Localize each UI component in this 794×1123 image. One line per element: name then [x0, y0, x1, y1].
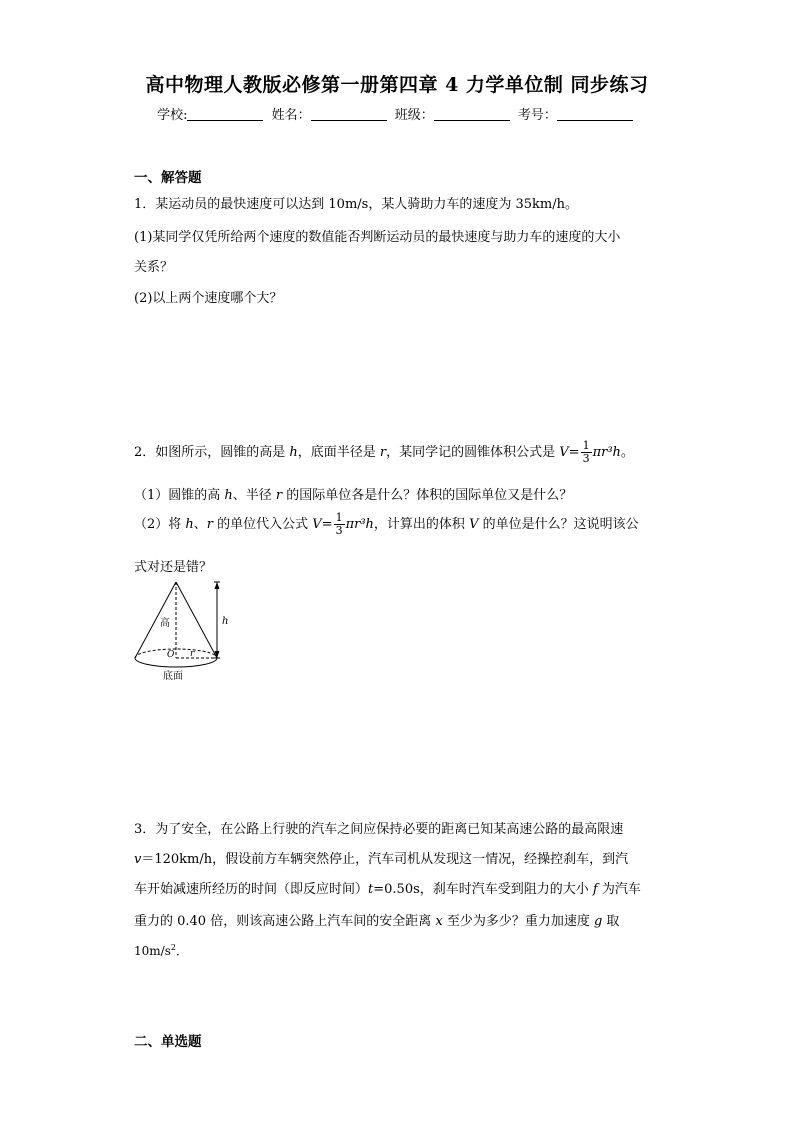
page-title: 高中物理人教版必修第一册第四章 4 力学单位制 同步练习 — [145, 74, 649, 96]
q3-line3-text-a: 车开始减速所经历的时间（即反应时间） — [134, 882, 369, 897]
q3-line5-text-a: 10m/s — [134, 944, 171, 958]
section-heading-answer: 一、解答题 — [134, 170, 202, 186]
q2-stem-end: 。 — [620, 445, 634, 460]
cone-right-edge — [176, 582, 217, 658]
q2-p2-text-d: ，计算出的体积 — [373, 517, 470, 532]
fraction-numerator: 1 — [335, 511, 343, 524]
var-h: h — [185, 517, 194, 532]
q2-p1-text-a: （1）圆锥的高 — [134, 488, 225, 503]
q3-line2-text: ＝120km/h，假设前方车辆突然停止，汽车司机从发现这一情况，经操控刹车，到汽 — [141, 852, 629, 867]
fig-h-label: h — [222, 616, 229, 627]
q3-line2 — [134, 848, 628, 867]
q3-line3-text-b: =0.50s，刹车时汽车受到阻力的大小 — [373, 882, 593, 897]
var-v-speed: v — [134, 852, 142, 867]
q3-line4-text-a: 重力的 0.40 倍，则该高速公路上汽车间的安全距离 — [134, 914, 436, 929]
class-blank — [434, 108, 510, 121]
q1-part2: (2)以上两个速度哪个大？ — [134, 291, 283, 306]
q3-line4-text-b: 至少为多少？重力加速度 — [442, 914, 594, 929]
base-front-arc — [135, 658, 217, 667]
q3-line4 — [134, 910, 619, 929]
q2-p2-text-b: 、 — [193, 517, 207, 532]
name-blank — [311, 108, 387, 121]
q2-p1-text-c: 的国际单位各是什么？体积的国际单位又是什么？ — [282, 488, 573, 503]
var-v: V — [312, 517, 322, 532]
fraction-numerator: 1 — [582, 439, 590, 452]
equals-sign: = — [568, 445, 580, 460]
var-r: r — [379, 445, 387, 460]
q3-line3-text-c: 为汽车 — [597, 882, 641, 897]
var-h: h — [289, 445, 298, 460]
var-r: r — [206, 517, 214, 532]
q2-p2-text-c: 的单位代入公式 — [213, 517, 313, 532]
fraction-one-third — [581, 440, 592, 465]
cone-figure — [130, 578, 240, 684]
fraction-denominator: 3 — [582, 452, 590, 465]
formula-tail: πr³h — [345, 517, 374, 532]
var-x: x — [435, 914, 443, 929]
var-v: V — [559, 445, 569, 460]
student-info-line — [0, 104, 794, 123]
formula-tail: πr³h — [592, 445, 621, 460]
superscript-2: 2 — [170, 943, 176, 952]
fig-center-label: O — [167, 650, 175, 660]
q2-part2-line2: 式对还是错？ — [134, 560, 213, 575]
q3-line4-text-c: 取 — [602, 914, 620, 929]
q3-line5 — [134, 942, 188, 959]
q2-stem-text-a: 2．如图所示，圆锥的高是 — [134, 445, 290, 460]
var-t: t — [368, 882, 374, 897]
var-r: r — [275, 488, 283, 503]
q2-stem-text-c: ，某同学记的圆锥体积公式是 — [386, 445, 560, 460]
q3-line3 — [134, 878, 641, 897]
exam-no-label: 考号： — [517, 108, 557, 123]
q1-part1-line1: (1)某同学仅凭所给两个速度的数值能否判断运动员的最快速度与助力车的速度的大小 — [134, 230, 621, 245]
q2-p1-text-b: 、半径 — [232, 488, 276, 503]
q3-line5-text-b: ． — [175, 944, 188, 958]
school-label: 学校: — [157, 108, 188, 123]
q2-part1 — [134, 484, 572, 503]
q3-line1: 3．为了安全，在公路上行驶的汽车之间应保持必要的距离已知某高速公路的最高限速 — [134, 822, 624, 837]
var-f: f — [592, 882, 598, 897]
q1-stem: 1．某运动员的最快速度可以达到 10m/s，某人骑助力车的速度为 35km/h。 — [134, 197, 578, 212]
class-label: 班级： — [394, 108, 434, 123]
section-heading-single-choice: 二、单选题 — [134, 1034, 202, 1050]
name-label: 姓名： — [271, 108, 311, 123]
fraction-one-third — [334, 512, 345, 537]
school-blank — [187, 108, 263, 121]
var-h: h — [224, 488, 233, 503]
q1-part1-line2: 关系？ — [134, 260, 174, 275]
equals-sign: = — [321, 517, 333, 532]
var-v: V — [469, 517, 479, 532]
arrow-up-icon — [215, 582, 220, 589]
fig-height-label: 高 — [160, 618, 170, 629]
fraction-denominator: 3 — [335, 524, 343, 537]
q2-part2-line1 — [134, 512, 639, 537]
exam-no-blank — [557, 108, 633, 121]
fig-r-label: r — [190, 649, 195, 659]
q2-p2-text-a: （2）将 — [134, 517, 186, 532]
q2-stem — [134, 440, 634, 465]
var-g: g — [593, 914, 603, 929]
q2-stem-text-b: ，底面半径是 — [297, 445, 380, 460]
fig-base-label: 底面 — [163, 671, 183, 682]
q2-p2-text-e: 的单位是什么？这说明该公 — [478, 517, 639, 532]
